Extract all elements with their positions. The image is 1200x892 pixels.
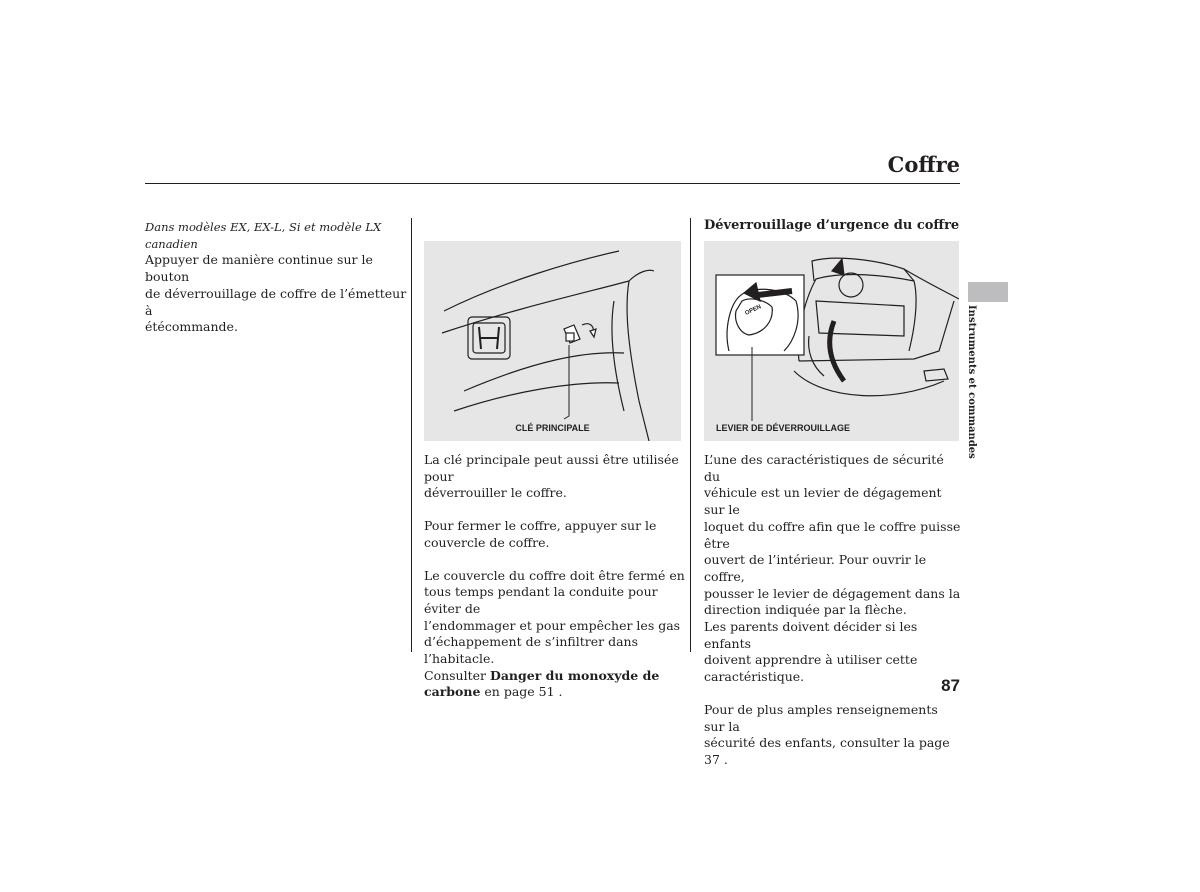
master-key-label: CLÉ PRINCIPALE [515, 423, 590, 433]
cross-reference [424, 668, 686, 685]
right-text-line: pousser le levier de dégagement dans la [704, 585, 961, 601]
open-inset-text: OPEN [744, 304, 763, 317]
middle-text-line: tous temps pendant la conduite pour éviter de [424, 584, 658, 616]
page-number: 87 [941, 676, 960, 695]
release-lever-figure [704, 241, 959, 441]
right-text-line: véhicule est un levier de dégagement sur le [704, 485, 942, 518]
cross-reference-link[interactable]: carbone [424, 684, 481, 700]
cross-reference-prefix: Consulter [424, 667, 490, 683]
middle-text-line: Pour fermer le coffre, appuyer sur le [424, 518, 657, 534]
column-divider-left [411, 218, 412, 652]
middle-text-line: couvercle de coffre. [424, 534, 550, 550]
cross-reference-link[interactable]: Danger du monoxyde de [489, 667, 660, 683]
right-column [704, 452, 962, 769]
middle-text-line: l’endommager et pour empêcher les gas [424, 617, 681, 633]
trunk-release-illustration [704, 241, 959, 441]
release-lever-label: LEVIER DE DÉVERROUILLAGE [716, 423, 851, 433]
section-tab-label-wrap [966, 305, 986, 459]
right-text-line: sécurité des enfants, consulter la page 37 . [704, 735, 950, 767]
left-text-line: Appuyer de manière continue sur le bouton [145, 252, 373, 285]
left-column [145, 219, 407, 336]
section-heading: Déverrouillage d’urgence du coffre [704, 218, 960, 233]
middle-text-line: déverrouiller le coffre. [424, 485, 567, 501]
left-text-line: étécommande. [145, 319, 238, 335]
column-divider-right [690, 218, 691, 652]
right-text-line: loquet du coffre afin que le coffre puisse être [704, 518, 961, 551]
right-text-line: caractéristique. [704, 669, 805, 685]
middle-column [424, 452, 686, 701]
page-title: Coffre [887, 152, 960, 177]
right-text-line: ouvert de l’intérieur. Pour ouvrir le coffre, [704, 552, 927, 584]
middle-text-line: d’échappement de s’infiltrer dans l’habitacle. [424, 634, 638, 667]
middle-text-line: La clé principale peut aussi être utilisée pour [424, 452, 679, 484]
right-text-line: direction indiquée par la flèche. [704, 602, 907, 618]
middle-text-line: Le couvercle du coffre doit être fermé en [424, 567, 685, 583]
right-text-line: Les parents doivent décider si les enfants [704, 619, 918, 651]
right-text-line: doivent apprendre à utiliser cette [704, 652, 918, 668]
trunk-key-illustration [424, 241, 681, 441]
left-text-line: de déverrouillage de coffre de l’émetteur à [145, 285, 407, 318]
master-key-figure [424, 241, 681, 441]
right-text-line: Pour de plus amples renseignements sur la [704, 701, 938, 734]
cross-reference-cont [424, 684, 686, 701]
right-text-line: L’une des caractéristiques de sécurité du [704, 452, 944, 484]
header-rule [145, 183, 960, 184]
section-tab-label: Instruments et commandes [966, 305, 977, 459]
model-note: Dans modèles EX, EX-L, Si et modèle LX canadien [145, 220, 382, 251]
cross-reference-suffix: en page 51 . [480, 684, 563, 700]
section-tab [968, 282, 1008, 302]
